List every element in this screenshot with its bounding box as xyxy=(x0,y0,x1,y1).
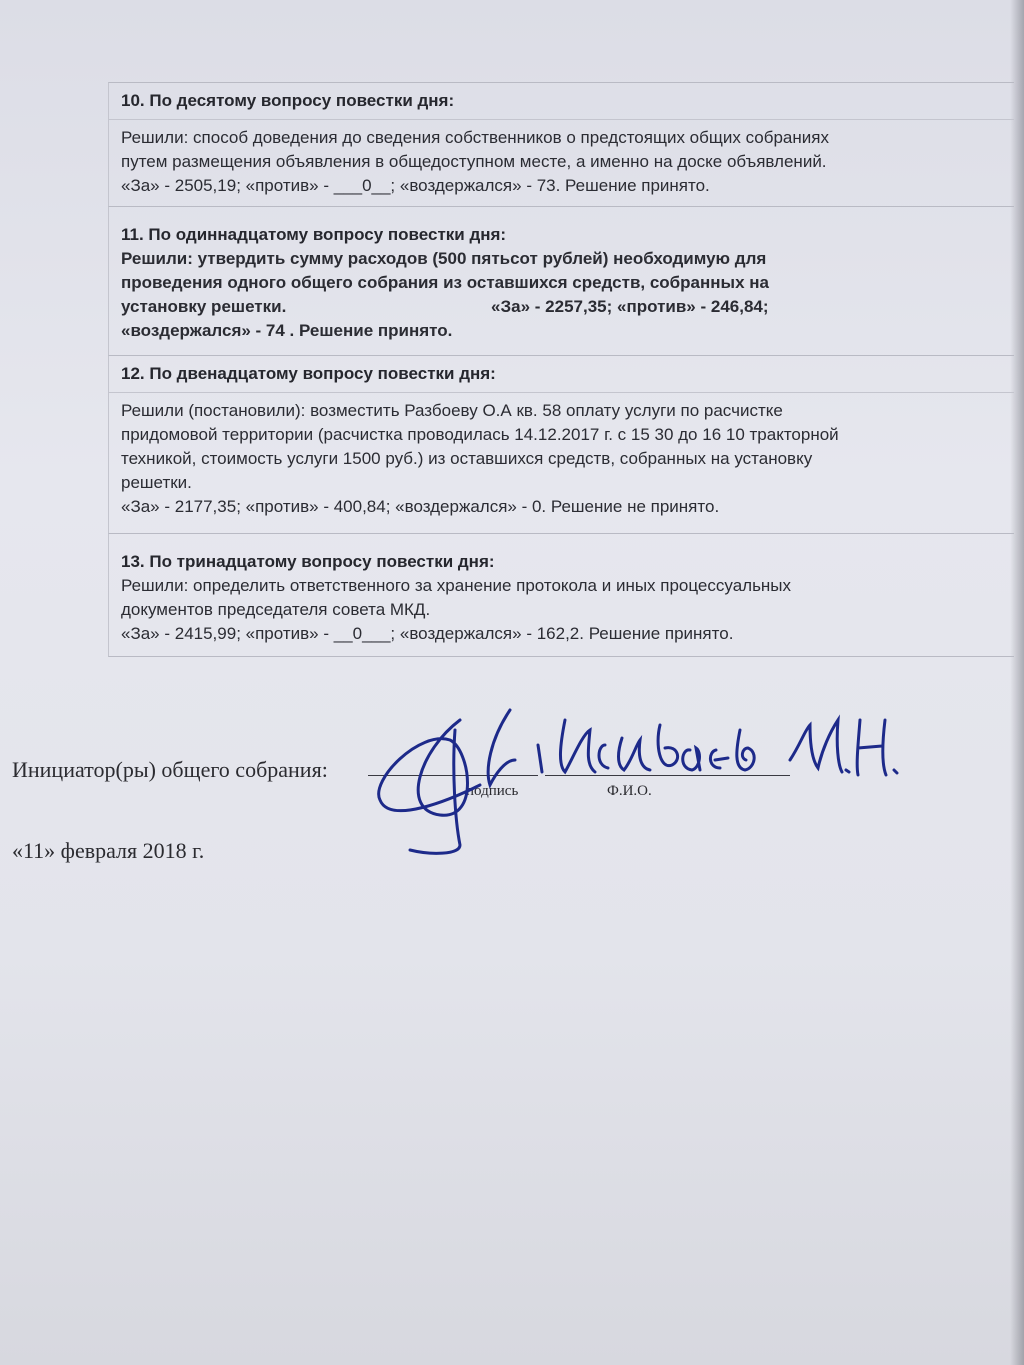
body-line: Решили: способ доведения до сведения собственников о предстоящих общих собраниях xyxy=(121,128,829,147)
handwritten-signature xyxy=(360,690,920,870)
body-line: путем размещения объявления в общедоступном месте, а именно на доске объявлений. xyxy=(121,152,827,171)
section-title: 11. По одиннадцатому вопросу повестки дня: xyxy=(121,225,507,244)
agenda-section-12 xyxy=(108,355,1014,533)
body-line: техникой, стоимость услуги 1500 руб.) из оставшихся средств, собранных на установку xyxy=(121,449,813,468)
vote-result: «За» - 2257,35; «против» - 246,84; xyxy=(491,297,769,316)
vote-result: «За» - 2505,19; «против» - ___0__; «воздержался» - 73. Решение принято. xyxy=(121,176,710,195)
body-line: Решили: определить ответственного за хранение протокола и иных процессуальных xyxy=(121,576,792,595)
signature-caption: подпись xyxy=(466,783,519,799)
section-title: 13. По тринадцатому вопросу повестки дня: xyxy=(121,552,495,571)
section-body xyxy=(109,247,1014,355)
body-line: решетки. xyxy=(121,473,192,492)
vote-result: «воздержался» - 74 . Решение принято. xyxy=(121,321,453,340)
body-line-left: установку решетки. xyxy=(121,297,287,316)
agenda-section-11 xyxy=(108,206,1014,355)
signature-stroke xyxy=(538,745,542,772)
initiator-label: Инициатор(ры) общего собрания: xyxy=(12,757,328,782)
section-title: 12. По двенадцатому вопросу повестки дня: xyxy=(109,356,1014,393)
vote-result: «За» - 2415,99; «против» - __0___; «воздержался» - 162,2. Решение принято. xyxy=(121,624,734,643)
vote-result: «За» - 2177,35; «против» - 400,84; «воздержался» - 0. Решение не принято. xyxy=(121,497,720,516)
signature-stroke xyxy=(488,710,515,785)
document-date: «11» февраля 2018 г. xyxy=(12,838,205,863)
body-line: документов председателя совета МКД. xyxy=(121,600,431,619)
agenda-section-10 xyxy=(108,82,1014,206)
handwritten-initials-stroke xyxy=(790,720,897,775)
body-line: придомовой территории (расчистка проводилась 14.12.2017 г. с 15 30 до 16 10 тракторной xyxy=(121,425,839,444)
section-body xyxy=(109,126,1014,206)
fio-caption: Ф.И.О. xyxy=(607,783,652,799)
handwritten-name-stroke xyxy=(560,720,754,772)
body-line: Решили: утвердить сумму расходов (500 пятьсот рублей) необходимую для xyxy=(121,249,767,268)
agenda-section-13 xyxy=(108,533,1014,657)
section-body xyxy=(109,574,1014,656)
section-body xyxy=(109,399,1014,533)
section-title: 10. По десятому вопросу повестки дня: xyxy=(109,83,1014,120)
body-line xyxy=(121,295,1006,319)
agenda-table xyxy=(108,82,1014,657)
body-line: Решили (постановили): возместить Разбоеву О.А кв. 58 оплату услуги по расчистке xyxy=(121,401,783,420)
body-line: проведения одного общего собрания из оставшихся средств, собранных на xyxy=(121,273,769,292)
signature-stroke xyxy=(379,720,480,853)
